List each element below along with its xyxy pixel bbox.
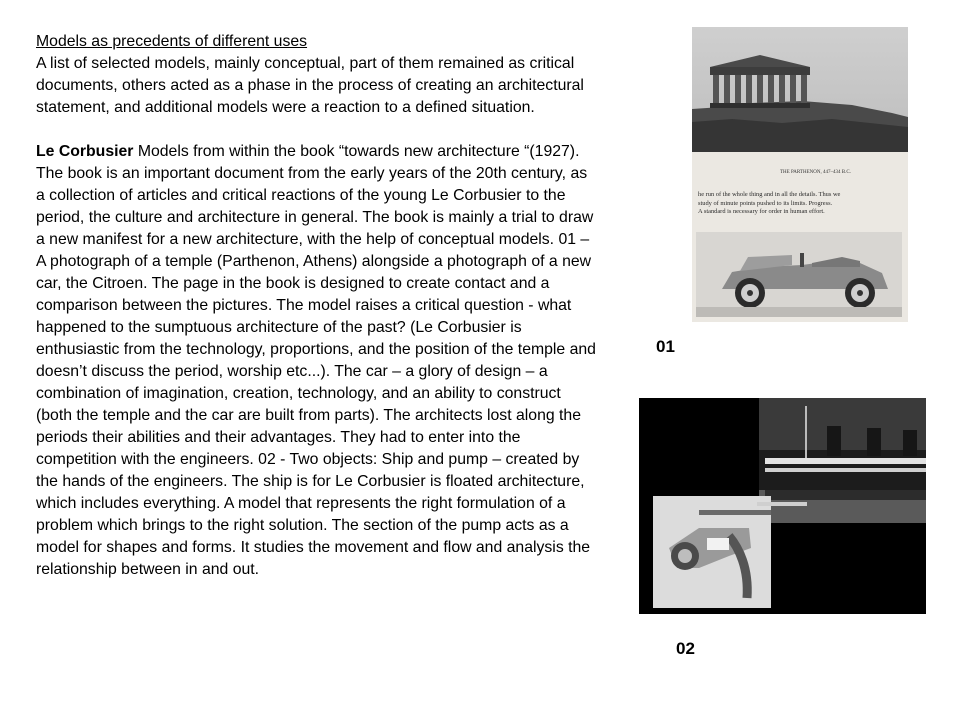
paragraph-gap — [36, 119, 596, 141]
body-text: Models from within the book “towards new architecture “(1927). The book is an important document from the early years of the 20th century, as a collection of articles and critical reactions of the young Le Corbusier to the period, the culture and architecture in general. The book is mainly a trial to draw a new manifest for a new architecture, with the help of conceptual models. 01 – A photograph of a temple (Parthenon, Athens) alongside a photograph of a new car, the Citroen. The page in the book is designed to create contact and a comparison between the pictures. The model raises a critical question - what happened to the sumptuous architecture of the past? (Le Corbusier is enthusiastic from the technology, proportions, and the position of the temple and doesn’t discuss the period, worship etc...). The car – a glory of design – a combination of imagination, creation, technology, and an ability to construct (both the temple and the car are built from parts). The architects lost along the periods their abilities and their advantages. They had to enter into the competition with the engineers. 02 - Two objects: Ship and pump – created by the hands of the engineers. The ship is for Le Corbusier is floated architecture, which includes everything. A model that represents the right formulation of a problem which brings to the right solution. The section of the pump acts as a model for shapes and forms. It studies the movement and flow and analysis the relationship between in and out. — [36, 143, 596, 578]
description-text-column — [36, 31, 596, 581]
plate-caption-line: study of minute points pushed to its limits. Progress. — [698, 199, 833, 207]
ship-pump-photo — [639, 398, 926, 614]
plate-caption-line: A standard is necessary for order in human effort. — [698, 208, 825, 215]
plate-caption-line: he run of the whole thing and in all the details. Thus we — [698, 191, 841, 198]
intro-paragraph: A list of selected models, mainly conceptual, part of them remained as critical documents, others acted as a phase in the process of creating an architectural statement, and additional models were a reaction to a defined situation. — [36, 55, 584, 116]
figure-02-ship-and-pump — [639, 398, 926, 614]
author-name: Le Corbusier — [36, 143, 134, 160]
plate-caption — [698, 191, 904, 217]
figure-01-label: 01 — [656, 337, 675, 356]
figure-02-label: 02 — [676, 639, 695, 658]
figure-01-parthenon-and-car — [692, 27, 908, 322]
section-heading: Models as precedents of different uses — [36, 33, 308, 50]
plate-title: THE PARTHENON, 447–434 B.C. — [780, 170, 851, 175]
body-paragraph — [36, 141, 596, 581]
